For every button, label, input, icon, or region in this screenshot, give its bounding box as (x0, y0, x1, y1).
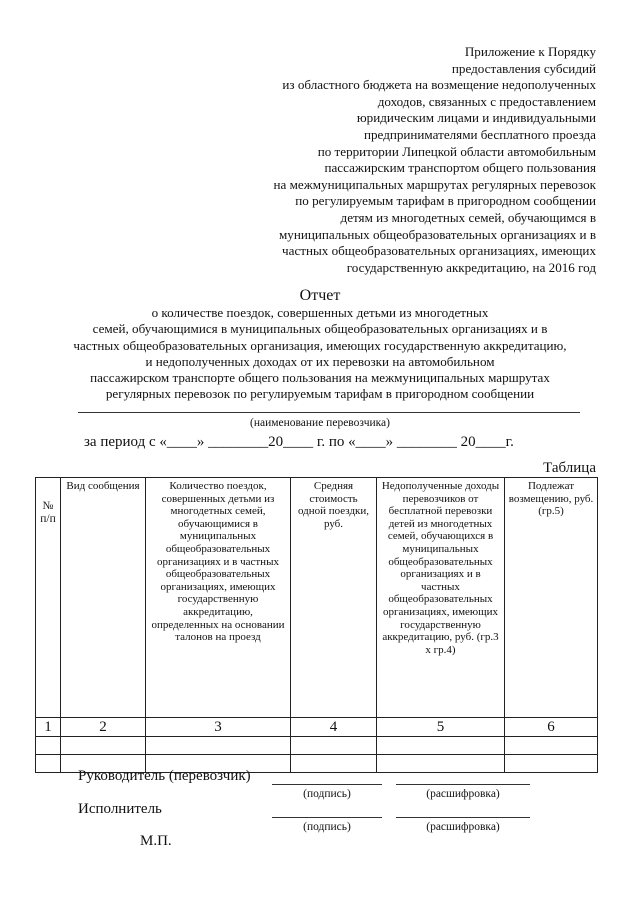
table-caption: Таблица (543, 460, 596, 476)
header-cell-avg-cost: Средняя стоимость одной поездки, руб. (291, 478, 377, 718)
head-decoding-line[interactable] (396, 784, 530, 785)
appendix-line: частных общеобразовательных организациях, имеющих (282, 243, 596, 259)
executor-decoding-line[interactable] (396, 817, 530, 818)
appendix-line: по территории Липецкой области автомобильным (317, 143, 596, 159)
appendix-line: из областного бюджета на возмещение недополученных (282, 77, 596, 93)
appendix-line: государственную аккредитацию, на 2016 год (346, 259, 596, 275)
table-cell[interactable] (36, 737, 61, 755)
appendix-line: юридическим лицами и индивидуальными (356, 110, 596, 126)
appendix-line: предпринимателями бесплатного проезда (364, 126, 596, 142)
column-number: 4 (291, 718, 377, 737)
executor-signature-caption: (подпись) (303, 821, 351, 833)
report-line: регулярных перевозок по регулируемым тарифам в пригородном сообщении (105, 386, 535, 402)
column-number: 2 (61, 718, 146, 737)
appendix-line: по регулируемым тарифам в пригородном сообщении (295, 193, 596, 209)
header-cell-type: Вид сообщения (61, 478, 146, 718)
carrier-caption: (наименование перевозчика) (249, 417, 390, 429)
stamp-placeholder: М.П. (140, 833, 172, 849)
table-cell[interactable] (505, 755, 598, 773)
report-table (35, 477, 598, 773)
head-label: Руководитель (перевозчик) (78, 768, 251, 784)
report-line: пассажирском транспорте общего пользования на межмуниципальных маршрутах (90, 370, 550, 386)
column-number: 5 (377, 718, 505, 737)
header-cell-reimbursement: Подлежат возмещению, руб. (гр.5) (505, 478, 598, 718)
report-subtitle (20, 305, 620, 403)
executor-signature-line[interactable] (272, 817, 382, 818)
header-cell-number: № п/п (36, 478, 61, 718)
report-line: частных общеобразовательных организация, имеющих государственную аккредитацию, (73, 337, 567, 353)
report-line: семей, обучающимися в муниципальных общеобразовательных организациях и в (92, 321, 548, 337)
head-signature-caption: (подпись) (303, 788, 351, 800)
table-header-row (36, 478, 598, 718)
appendix-line: детям из многодетных семей, обучающимся в (340, 209, 596, 225)
appendix-line: на межмуниципальных маршрутах регулярных перевозок (273, 176, 596, 192)
head-decoding-caption: (расшифровка) (426, 788, 500, 800)
column-number: 3 (146, 718, 291, 737)
head-signature-line[interactable] (272, 784, 382, 785)
appendix-header (216, 44, 596, 276)
column-number: 6 (505, 718, 598, 737)
appendix-line: пассажирским транспортом общего пользования (324, 160, 596, 176)
table-cell[interactable] (377, 737, 505, 755)
executor-decoding-caption: (расшифровка) (426, 821, 500, 833)
carrier-name-line[interactable] (78, 412, 580, 413)
table-cell[interactable] (61, 737, 146, 755)
appendix-line: предоставления субсидий (451, 60, 596, 76)
table-number-row (36, 718, 598, 737)
appendix-line: муниципальных общеобразовательных организациях и в (279, 226, 596, 242)
report-period: за период с «____» ________20____ г. по «____» ________ 20____г. (84, 434, 514, 450)
appendix-line: доходов, связанных с предоставлением (377, 93, 596, 109)
report-title: Отчет (299, 287, 341, 304)
header-cell-lost-income: Недополученные доходы перевозчиков от бесплатной перевозки детей из многодетных семей, обучающихся в муниципальных общеобразовательных организациях и в частных общеобразовательных организациях, имеющих государственную аккредитацию, руб. (гр.3 х гр.4) (377, 478, 505, 718)
table-cell[interactable] (146, 737, 291, 755)
header-cell-trips: Количество поездок, совершенных детьми из многодетных семей, обучающимися в муниципальных общеобразовательных организациях и в частных общеобразовательных организациях, имеющих государственную аккредитацию, определенных на основании талонов на проезд (146, 478, 291, 718)
executor-label: Исполнитель (78, 801, 162, 817)
table-cell[interactable] (505, 737, 598, 755)
report-line: и недополученных доходах от их перевозки на автомобильном (145, 353, 495, 369)
table-cell[interactable] (291, 737, 377, 755)
table-cell[interactable] (36, 755, 61, 773)
column-number: 1 (36, 718, 61, 737)
table-cell[interactable] (377, 755, 505, 773)
report-line: о количестве поездок, совершенных детьми из многодетных (151, 305, 489, 320)
table-cell[interactable] (291, 755, 377, 773)
table-row (36, 737, 598, 755)
appendix-line: Приложение к Порядку (464, 44, 596, 59)
